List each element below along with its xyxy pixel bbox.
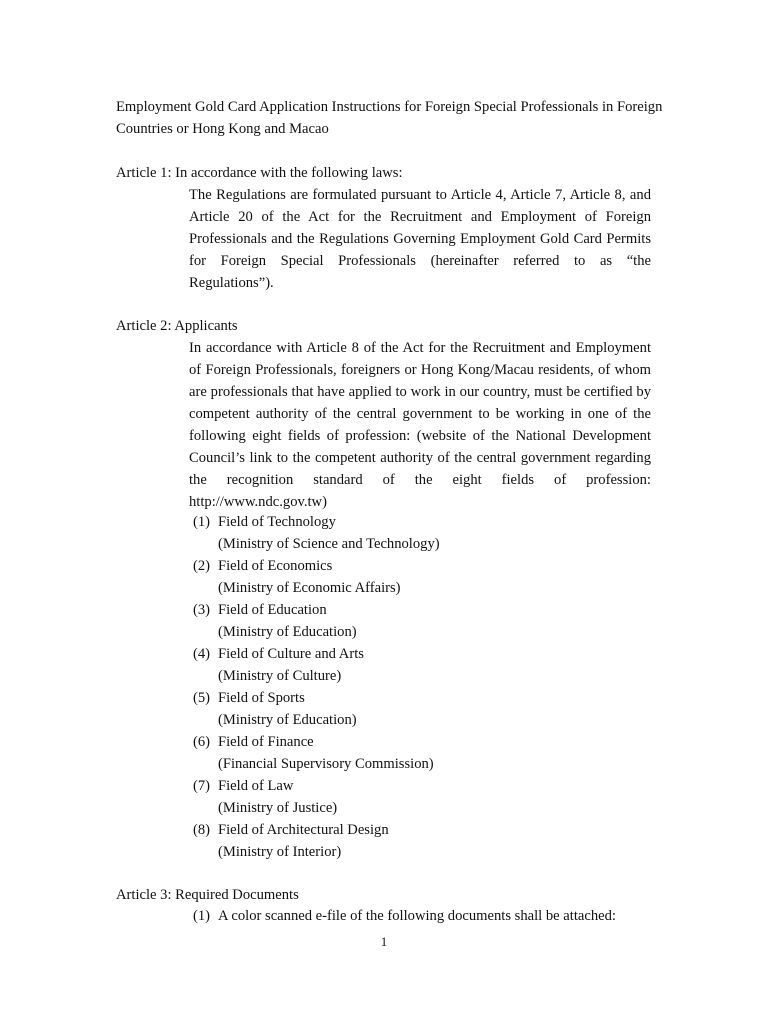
- list-item-ministry: (Financial Supervisory Commission): [218, 756, 434, 772]
- list-item-ministry: (Ministry of Education): [218, 624, 357, 640]
- list-item-number: (5): [193, 690, 211, 706]
- list-item-field-name: Field of Architectural Design: [218, 822, 389, 838]
- list-item-number: (1): [193, 908, 211, 924]
- list-item-number: (4): [193, 646, 211, 662]
- list-item-field-name: Field of Sports: [218, 690, 305, 706]
- list-item-number: (2): [193, 558, 211, 574]
- list-item-ministry: (Ministry of Culture): [218, 668, 342, 684]
- list-item-field-name: Field of Law: [218, 778, 294, 794]
- list-item-number: (8): [193, 822, 211, 838]
- list-item-text: A color scanned e-file of the following documents shall be attached:: [218, 908, 616, 924]
- list-item-field-name: Field of Economics: [218, 558, 333, 574]
- article-3-heading: Article 3: Required Documents: [116, 887, 299, 903]
- article-1-heading: Article 1: In accordance with the following laws:: [116, 165, 403, 181]
- list-item-field-name: Field of Technology: [218, 514, 336, 530]
- list-item-field-name: Field of Finance: [218, 734, 314, 750]
- list-item-ministry: (Ministry of Education): [218, 712, 357, 728]
- article-1-body: The Regulations are formulated pursuant to Article 4, Article 7, Article 8, and Article 20 of the Act for the Recruitment and Employment of Foreign Professionals and the Regulations Governing Employment Gold Card Permits for Foreign Special Professionals (hereinafter referred to as “the Regulations”).: [189, 187, 651, 291]
- list-item-ministry: (Ministry of Economic Affairs): [218, 580, 401, 596]
- list-item-ministry: (Ministry of Interior): [218, 844, 342, 860]
- list-item-number: (1): [193, 514, 211, 530]
- list-item-ministry: (Ministry of Science and Technology): [218, 536, 440, 552]
- list-item-number: (3): [193, 602, 211, 618]
- list-item-field-name: Field of Culture and Arts: [218, 646, 364, 662]
- article-2-body: In accordance with Article 8 of the Act for the Recruitment and Employment of Foreign Professionals, foreigners or Hong Kong/Macau residents, of whom are professionals that have applied to work in our country, must be certified by competent authority of the central government to be working in one of the following eight fields of profession: (website of the National Development Council’s link to the competent authority of the central government regarding the recognition standard of the eight fields of profession: http://www.ndc.gov.tw): [189, 340, 651, 510]
- page-number: 1: [380, 934, 388, 949]
- list-item-number: (6): [193, 734, 211, 750]
- list-item-number: (7): [193, 778, 211, 794]
- article-2-heading: Article 2: Applicants: [116, 318, 238, 334]
- document-title: Employment Gold Card Application Instructions for Foreign Special Professionals in Foreign Countries or Hong Kong and Macao: [116, 99, 663, 137]
- list-item-ministry: (Ministry of Justice): [218, 800, 338, 816]
- list-item-field-name: Field of Education: [218, 602, 327, 618]
